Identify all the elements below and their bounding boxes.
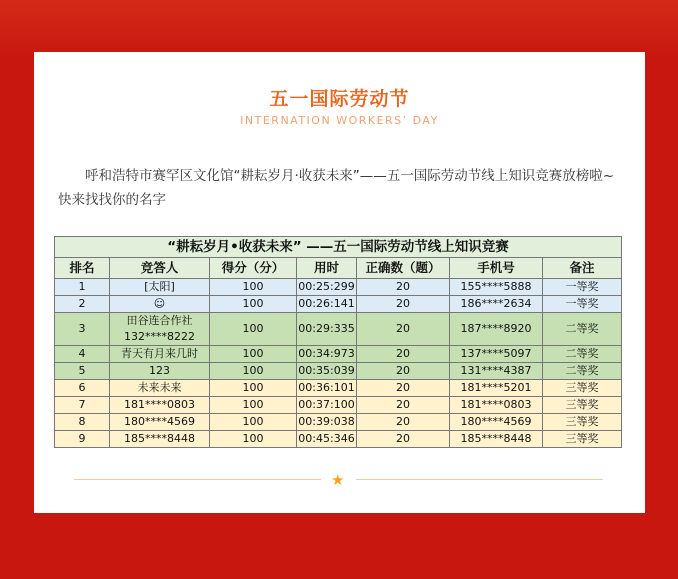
rank-cell: 8	[55, 414, 110, 431]
phone-cell: 185****8448	[450, 431, 543, 448]
rank-cell: 1	[55, 279, 110, 296]
rank-cell: 2	[55, 296, 110, 313]
column-header: 得分（分）	[210, 258, 297, 279]
correct-cell: 20	[357, 397, 450, 414]
score-cell: 100	[210, 414, 297, 431]
time-cell: 00:35:039	[297, 363, 357, 380]
time-cell: 00:34:973	[297, 346, 357, 363]
rank-cell: 9	[55, 431, 110, 448]
score-cell: 100	[210, 397, 297, 414]
rank-cell: 7	[55, 397, 110, 414]
score-cell: 100	[210, 346, 297, 363]
name-cell: 181****0803	[110, 397, 210, 414]
column-header: 正确数（题）	[357, 258, 450, 279]
table-caption-row	[55, 237, 622, 258]
intro-paragraph: 呼和浩特市赛罕区文化馆“耕耘岁月·收获未来”——五一国际劳动节线上知识竞赛放榜啦~快来找找你的名字	[58, 168, 615, 208]
phone-cell: 180****4569	[450, 414, 543, 431]
rank-cell: 4	[55, 346, 110, 363]
note-cell: 三等奖	[543, 414, 622, 431]
time-cell: 00:37:100	[297, 397, 357, 414]
note-cell: 二等奖	[543, 346, 622, 363]
table-row	[55, 279, 622, 296]
top-banner	[0, 0, 678, 60]
phone-cell: 181****0803	[450, 397, 543, 414]
score-cell: 100	[210, 313, 297, 346]
results-table	[54, 236, 622, 448]
correct-cell: 20	[357, 363, 450, 380]
name-cell: 未来未来	[110, 380, 210, 397]
note-cell: 三等奖	[543, 380, 622, 397]
note-cell: 一等奖	[543, 296, 622, 313]
correct-cell: 20	[357, 313, 450, 346]
note-cell: 二等奖	[543, 313, 622, 346]
phone-cell: 181****5201	[450, 380, 543, 397]
column-header: 备注	[543, 258, 622, 279]
time-cell: 00:25:299	[297, 279, 357, 296]
note-cell: 三等奖	[543, 397, 622, 414]
phone-cell: 137****5097	[450, 346, 543, 363]
name-cell: ☺	[110, 296, 210, 313]
table-row	[55, 296, 622, 313]
divider-left	[74, 479, 321, 480]
phone-cell: 131****4387	[450, 363, 543, 380]
name-cell: [太阳]	[110, 279, 210, 296]
correct-cell: 20	[357, 279, 450, 296]
score-cell: 100	[210, 380, 297, 397]
note-cell: 一等奖	[543, 279, 622, 296]
divider-right	[356, 479, 603, 480]
table-row	[55, 380, 622, 397]
name-cell: 185****8448	[110, 431, 210, 448]
time-cell: 00:29:335	[297, 313, 357, 346]
time-cell: 00:39:038	[297, 414, 357, 431]
correct-cell: 20	[357, 346, 450, 363]
column-header: 用时	[297, 258, 357, 279]
score-cell: 100	[210, 296, 297, 313]
results-table-wrapper	[54, 236, 621, 448]
note-cell: 二等奖	[543, 363, 622, 380]
star-icon: ★	[331, 471, 345, 489]
column-header: 手机号	[450, 258, 543, 279]
page-subtitle: INTERNATION WORKERS’ DAY	[240, 114, 439, 127]
column-header: 排名	[55, 258, 110, 279]
time-cell: 00:45:346	[297, 431, 357, 448]
name-cell: 180****4569	[110, 414, 210, 431]
correct-cell: 20	[357, 414, 450, 431]
table-row	[55, 346, 622, 363]
note-cell: 三等奖	[543, 431, 622, 448]
phone-cell: 155****5888	[450, 279, 543, 296]
score-cell: 100	[210, 279, 297, 296]
table-caption: “耕耘岁月•收获未来” ——五一国际劳动节线上知识竞赛	[55, 237, 622, 258]
correct-cell: 20	[357, 431, 450, 448]
column-header: 竞答人	[110, 258, 210, 279]
table-row	[55, 363, 622, 380]
phone-cell: 187****8920	[450, 313, 543, 346]
rank-cell: 3	[55, 313, 110, 346]
rank-cell: 5	[55, 363, 110, 380]
phone-cell: 186****2634	[450, 296, 543, 313]
name-cell: 123	[110, 363, 210, 380]
table-header-row	[55, 258, 622, 279]
correct-cell: 20	[357, 296, 450, 313]
name-cell: 田谷连合作社 132****8222	[110, 313, 210, 346]
time-cell: 00:26:141	[297, 296, 357, 313]
correct-cell: 20	[357, 380, 450, 397]
rank-cell: 6	[55, 380, 110, 397]
content-card	[34, 52, 645, 513]
page-title: 五一国际劳动节	[269, 88, 410, 110]
table-row	[55, 397, 622, 414]
score-cell: 100	[210, 363, 297, 380]
name-cell: 青天有月来几时	[110, 346, 210, 363]
time-cell: 00:36:101	[297, 380, 357, 397]
score-cell: 100	[210, 431, 297, 448]
table-row	[55, 414, 622, 431]
table-row	[55, 431, 622, 448]
table-row	[55, 313, 622, 346]
